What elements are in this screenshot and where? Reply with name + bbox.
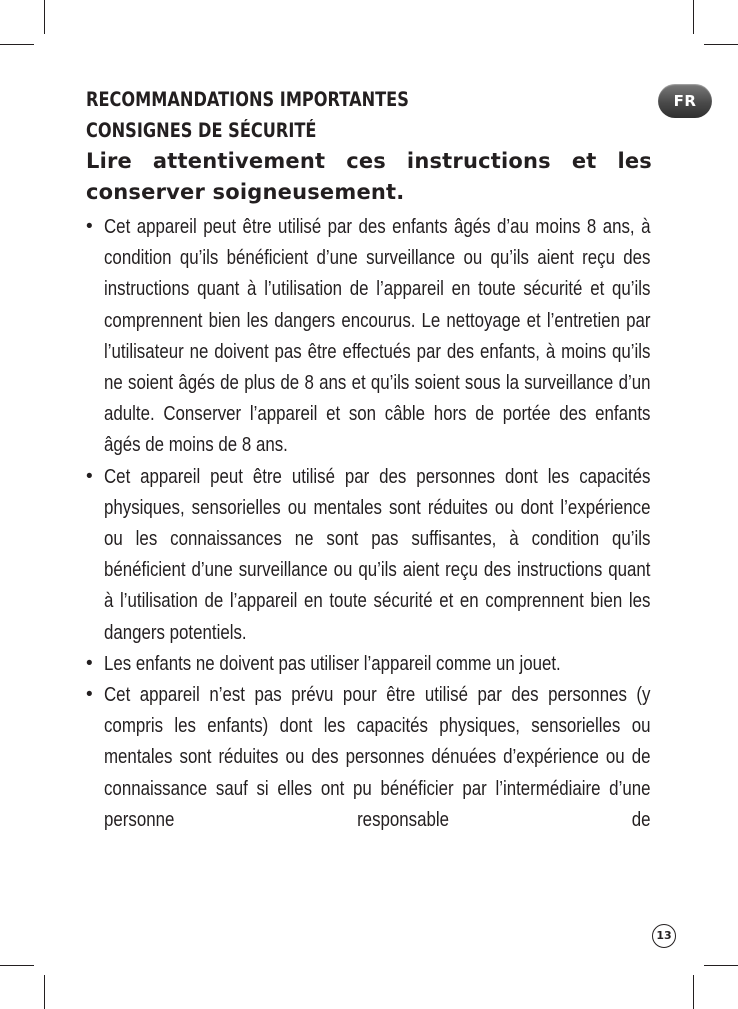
crop-mark-top-left-horizontal [0, 44, 34, 45]
bullet-icon: • [86, 465, 93, 487]
crop-mark-top-left-vertical [44, 0, 45, 34]
list-item [86, 679, 652, 835]
list-item-text: Les enfants ne doivent pas utiliser l’appareil comme un jouet. [104, 651, 561, 675]
safety-list [86, 211, 652, 835]
list-item [86, 461, 652, 648]
bullet-icon: • [86, 652, 93, 674]
crop-mark-bottom-right-vertical [693, 975, 694, 1009]
bullet-icon: • [86, 684, 93, 706]
intro-instruction: Lire attentivement ces instructions et les conserver soigneusement. [86, 149, 652, 204]
crop-mark-bottom-right-horizontal [704, 965, 738, 966]
document-body [86, 84, 652, 835]
list-item-text: Cet appareil peut être utilisé par des personnes dont les capacités physiques, sensorielles ou mentales sont réduites ou dont l’expérience ou les connaissances ne sont pas suffisantes, à condition qu’ils bénéficient d’une surveillance ou qu’ils aient reçu des instructions quant à l’utilisation de l’appareil en toute sécurité et en comprennent bien les dangers potentiels. [104, 464, 651, 644]
heading-subtitle: CONSIGNES DE SÉCURITÉ [86, 119, 317, 142]
crop-mark-bottom-left-horizontal [0, 965, 34, 966]
page-number: 13 [652, 924, 676, 948]
bullet-icon: • [86, 216, 93, 237]
crop-mark-bottom-left-vertical [44, 975, 45, 1009]
crop-mark-top-right-horizontal [704, 44, 738, 45]
list-item [86, 211, 652, 461]
list-item-text: Cet appareil peut être utilisé par des enfants âgés d’au moins 8 ans, à condition qu’ils bénéficient d’une surveillance ou qu’ils aient reçu des instructions quant à l’utilisation de l’appareil en toute sécurité et qu’ils comprennent bien les dangers encourus. Le nettoyage et l’entretien par l’utilisateur ne doivent pas être effectués par des enfants, à moins qu’ils ne soient âgés de plus de 8 ans et qu’ils soient sous la surveillance d’un adulte. Conserver l’appareil et son câble hors de portée des enfants âgés de moins de 8 ans. [104, 215, 651, 457]
language-badge: FR [658, 84, 712, 118]
list-item-text: Cet appareil n’est pas prévu pour être utilisé par des personnes (y compris les enfants) dont les capacités physiques, sensorielles ou mentales sont réduites ou des personnes dénuées d’expérience ou de connaissance sauf si elles ont pu bénéficier par l’intermédiaire d’une personne responsable de [104, 683, 651, 831]
crop-mark-top-right-vertical [693, 0, 694, 34]
heading-title: RECOMMANDATIONS IMPORTANTES [86, 88, 409, 111]
list-item [86, 648, 652, 679]
